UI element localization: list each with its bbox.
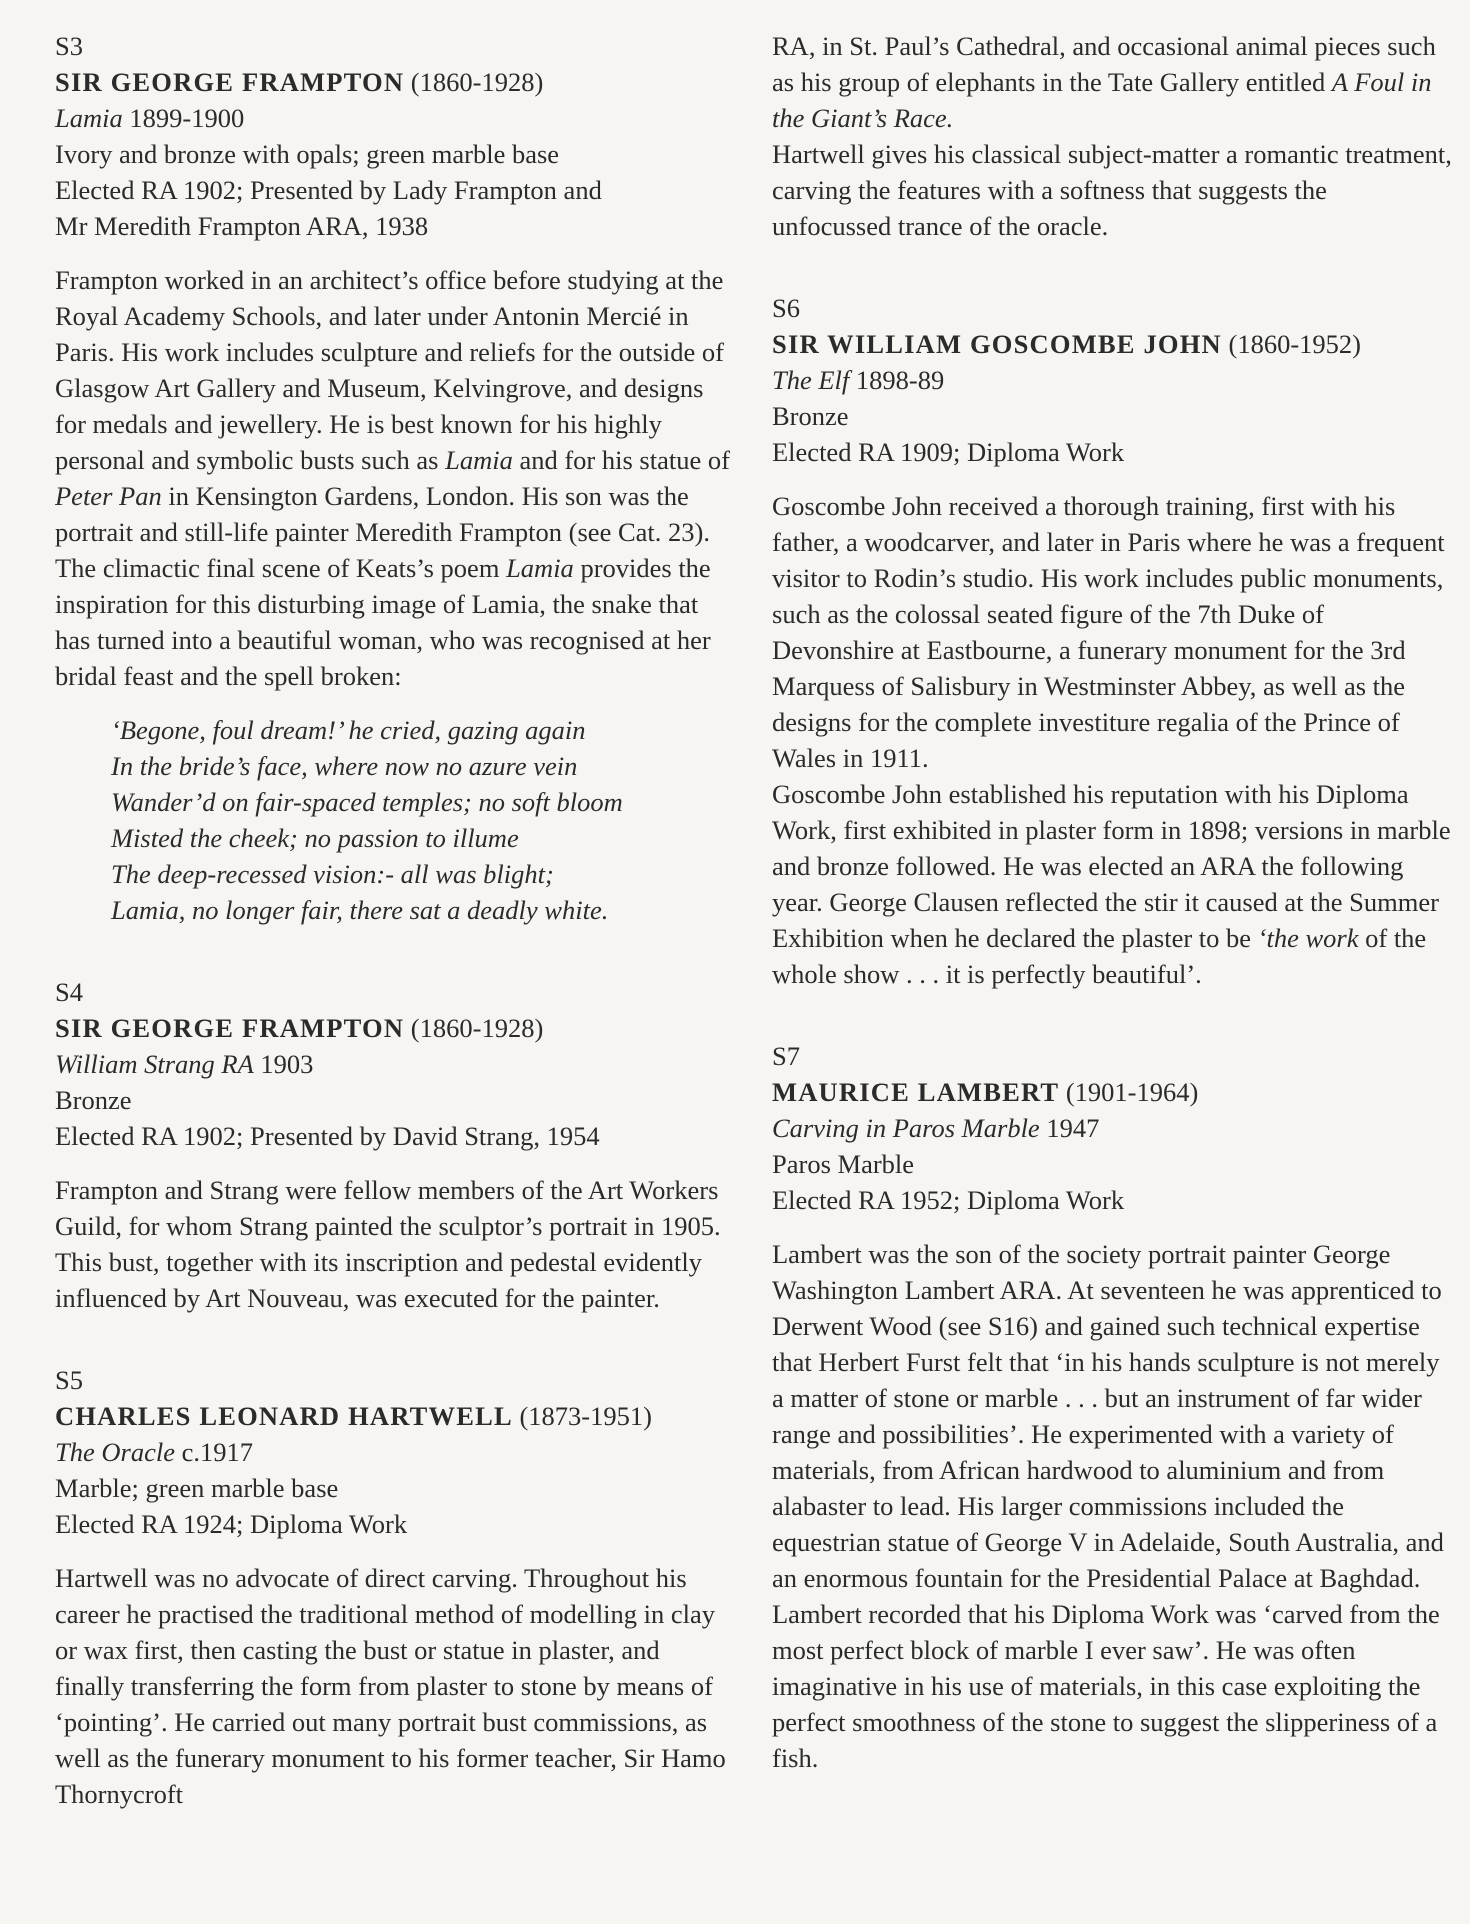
work-title: The Elf <box>772 365 850 395</box>
paragraph: Hartwell was no advocate of direct carving. Throughout his career he practised the traditional method of modelling in clay or wax first, then casting the bust or statue in plaster, and finally transferring the form from plaster to stone by means of ‘pointing’. He carried out many portrait bust commissions, as well as the funerary monument to his former teacher, Sir Hamo Thornycroft <box>55 1563 726 1809</box>
paragraph <box>55 550 735 694</box>
artist-line <box>55 1398 735 1434</box>
paragraph: Lambert recorded that his Diploma Work was ‘carved from the most perfect block of marble I ever saw’. He was often imaginative in his use of materials, in this case exploiting the perfect smoothness of the stone to suggest the slipperiness of a fish. <box>772 1599 1440 1773</box>
poem-line: ‘Begone, foul dream!’ he cried, gazing again <box>111 715 586 745</box>
work-medium: Ivory and bronze with opals; green marble base <box>55 139 560 169</box>
work-medium: Bronze <box>55 1085 132 1115</box>
work-title-line <box>772 1110 1452 1146</box>
text-run-italic: A Foul in the Giant’s Race. <box>772 67 1432 133</box>
work-title-line <box>55 1046 735 1082</box>
work-title-line <box>55 1434 735 1470</box>
work-title-line <box>772 362 1452 398</box>
entry-text <box>772 488 1452 992</box>
text-run-italic: Peter Pan <box>55 481 162 511</box>
entry-s3 <box>55 28 735 928</box>
entry-text <box>55 1560 735 1812</box>
text-run-italic: Lamia <box>506 553 574 583</box>
artist-line <box>772 1074 1452 1110</box>
artist-line <box>772 326 1452 362</box>
text-run: provides the inspiration for this disturbing image of Lamia, the snake that has turned into a beautiful woman, who was recognised at her bridal feast and the spell broken: <box>55 553 711 691</box>
work-title: The Oracle <box>55 1437 175 1467</box>
work-provenance: Elected RA 1902; Presented by Lady Frampton and <box>55 175 602 205</box>
work-title: William Strang RA <box>55 1049 254 1079</box>
artist-dates: (1901-1964) <box>1065 1077 1199 1107</box>
work-medium: Marble; green marble base <box>55 1473 339 1503</box>
artist-dates: (1860-1928) <box>410 67 544 97</box>
artist-line <box>55 1010 735 1046</box>
catalogue-number: S5 <box>55 1365 83 1395</box>
poem-line: The deep-recessed vision:- all was blight; <box>111 859 554 889</box>
catalogue-number: S7 <box>772 1041 800 1071</box>
artist-name: SIR GEORGE FRAMPTON <box>55 67 405 97</box>
work-year: c.1917 <box>181 1437 253 1467</box>
text-run: Frampton worked in an architect’s office before studying at the Royal Academy Schools, and later under Antonin Mercié in Paris. His work includes sculpture and reliefs for the outside of Glasgow Art Gallery and Museum, Kelvingrove, and designs for medals and jewellery. He is best known for his highly personal and symbolic busts such as <box>55 265 724 475</box>
text-run-italic: ‘the work <box>1257 923 1359 953</box>
entry-s4 <box>55 974 735 1316</box>
entry-text <box>55 1172 735 1316</box>
paragraph: Frampton and Strang were fellow members of the Art Workers Guild, for whom Strang painted the sculptor’s portrait in 1905. This bust, together with its inscription and pedestal evidently influenced by Art Nouveau, was executed for the painter. <box>55 1175 721 1313</box>
text-run: The climactic final scene of Keats’s poem <box>55 553 507 583</box>
text-run: in Kensington Gardens, London. His son was the portrait and still-life painter Meredith Frampton (see Cat. 23). <box>55 481 710 547</box>
paragraph: Lambert was the son of the society portrait painter George Washington Lambert ARA. At seventeen he was apprenticed to Derwent Wood (see S16) and gained such technical expertise that Herbert Furst felt that ‘in his hands sculpture is not merely a matter of stone or marble . . . but an instrument of far wider range and possibilities’. He experimented with a variety of materials, from African hardwood to aluminium and from alabaster to lead. His larger commissions included the equestrian statue of George V in Adelaide, South Australia, and an enormous fountain for the Presidential Palace at Baghdad. <box>772 1239 1444 1593</box>
artist-name: SIR WILLIAM GOSCOMBE JOHN <box>772 329 1222 359</box>
work-provenance-cont: Mr Meredith Frampton ARA, 1938 <box>55 211 429 241</box>
work-provenance: Elected RA 1924; Diploma Work <box>55 1509 408 1539</box>
entry-text <box>772 1236 1452 1776</box>
text-run: RA, in St. Paul’s Cathedral, and occasional animal pieces such as his group of elephants in the Tate Gallery entitled <box>772 31 1436 97</box>
catalogue-number: S4 <box>55 977 83 1007</box>
entry-s7 <box>772 1038 1452 1776</box>
work-medium: Paros Marble <box>772 1149 915 1179</box>
right-column <box>772 28 1452 1822</box>
work-provenance: Elected RA 1902; Presented by David Strang, 1954 <box>55 1121 600 1151</box>
catalogue-number: S6 <box>772 293 800 323</box>
work-year: 1899-1900 <box>129 103 245 133</box>
artist-dates: (1860-1952) <box>1228 329 1362 359</box>
work-title-line <box>55 100 735 136</box>
text-run: Goscombe John established his reputation with his Diploma Work, first exhibited in plaster form in 1898; versions in marble and bronze followed. He was elected an ARA the following year. George Clausen reflected the stir it caused at the Summer Exhibition when he declared the plaster to be <box>772 779 1451 953</box>
work-year: 1898-89 <box>855 365 945 395</box>
text-run: and for his statue of <box>512 445 730 475</box>
poem-quote <box>111 712 735 928</box>
poem-line: Lamia, no longer fair, there sat a deadly white. <box>111 895 609 925</box>
paragraph <box>55 262 735 550</box>
paragraph: Hartwell gives his classical subject-matter a romantic treatment, carving the features with a softness that suggests the unfocussed trance of the oracle. <box>772 139 1452 241</box>
artist-dates: (1873-1951) <box>519 1401 652 1431</box>
poem-line: In the bride’s face, where now no azure vein <box>111 751 578 781</box>
artist-line <box>55 64 735 100</box>
catalogue-number: S3 <box>55 31 83 61</box>
work-year: 1903 <box>260 1049 314 1079</box>
entry-s5 <box>55 1362 735 1812</box>
artist-name: SIR GEORGE FRAMPTON <box>55 1013 405 1043</box>
work-title: Carving in Paros Marble <box>772 1113 1040 1143</box>
left-column <box>55 28 735 1858</box>
paragraph <box>772 28 1452 136</box>
work-provenance: Elected RA 1909; Diploma Work <box>772 437 1125 467</box>
entry-s5-continued <box>772 28 1452 244</box>
artist-dates: (1860-1928) <box>410 1013 544 1043</box>
poem-line: Misted the cheek; no passion to illume <box>111 823 519 853</box>
artist-name: MAURICE LAMBERT <box>772 1077 1060 1107</box>
paragraph: Goscombe John received a thorough training, first with his father, a woodcarver, and later in Paris where he was a frequent visitor to Rodin’s studio. His work includes public monuments, such as the colossal seated figure of the 7th Duke of Devonshire at Eastbourne, a funerary monument for the 3rd Marquess of Salisbury in Westminster Abbey, as well as the designs for the complete investiture regalia of the Prince of Wales in 1911. <box>772 491 1445 773</box>
text-run: of the whole show . . . it is perfectly beautiful’. <box>772 923 1427 989</box>
work-year: 1947 <box>1046 1113 1100 1143</box>
paragraph <box>772 776 1452 992</box>
work-medium: Bronze <box>772 401 849 431</box>
work-provenance: Elected RA 1952; Diploma Work <box>772 1185 1125 1215</box>
work-title: Lamia <box>55 103 123 133</box>
entry-s6 <box>772 290 1452 992</box>
poem-line: Wander’d on fair-spaced temples; no soft bloom <box>111 787 623 817</box>
text-run-italic: Lamia <box>445 445 513 475</box>
entry-text <box>55 262 735 694</box>
artist-name: CHARLES LEONARD HARTWELL <box>55 1401 513 1431</box>
